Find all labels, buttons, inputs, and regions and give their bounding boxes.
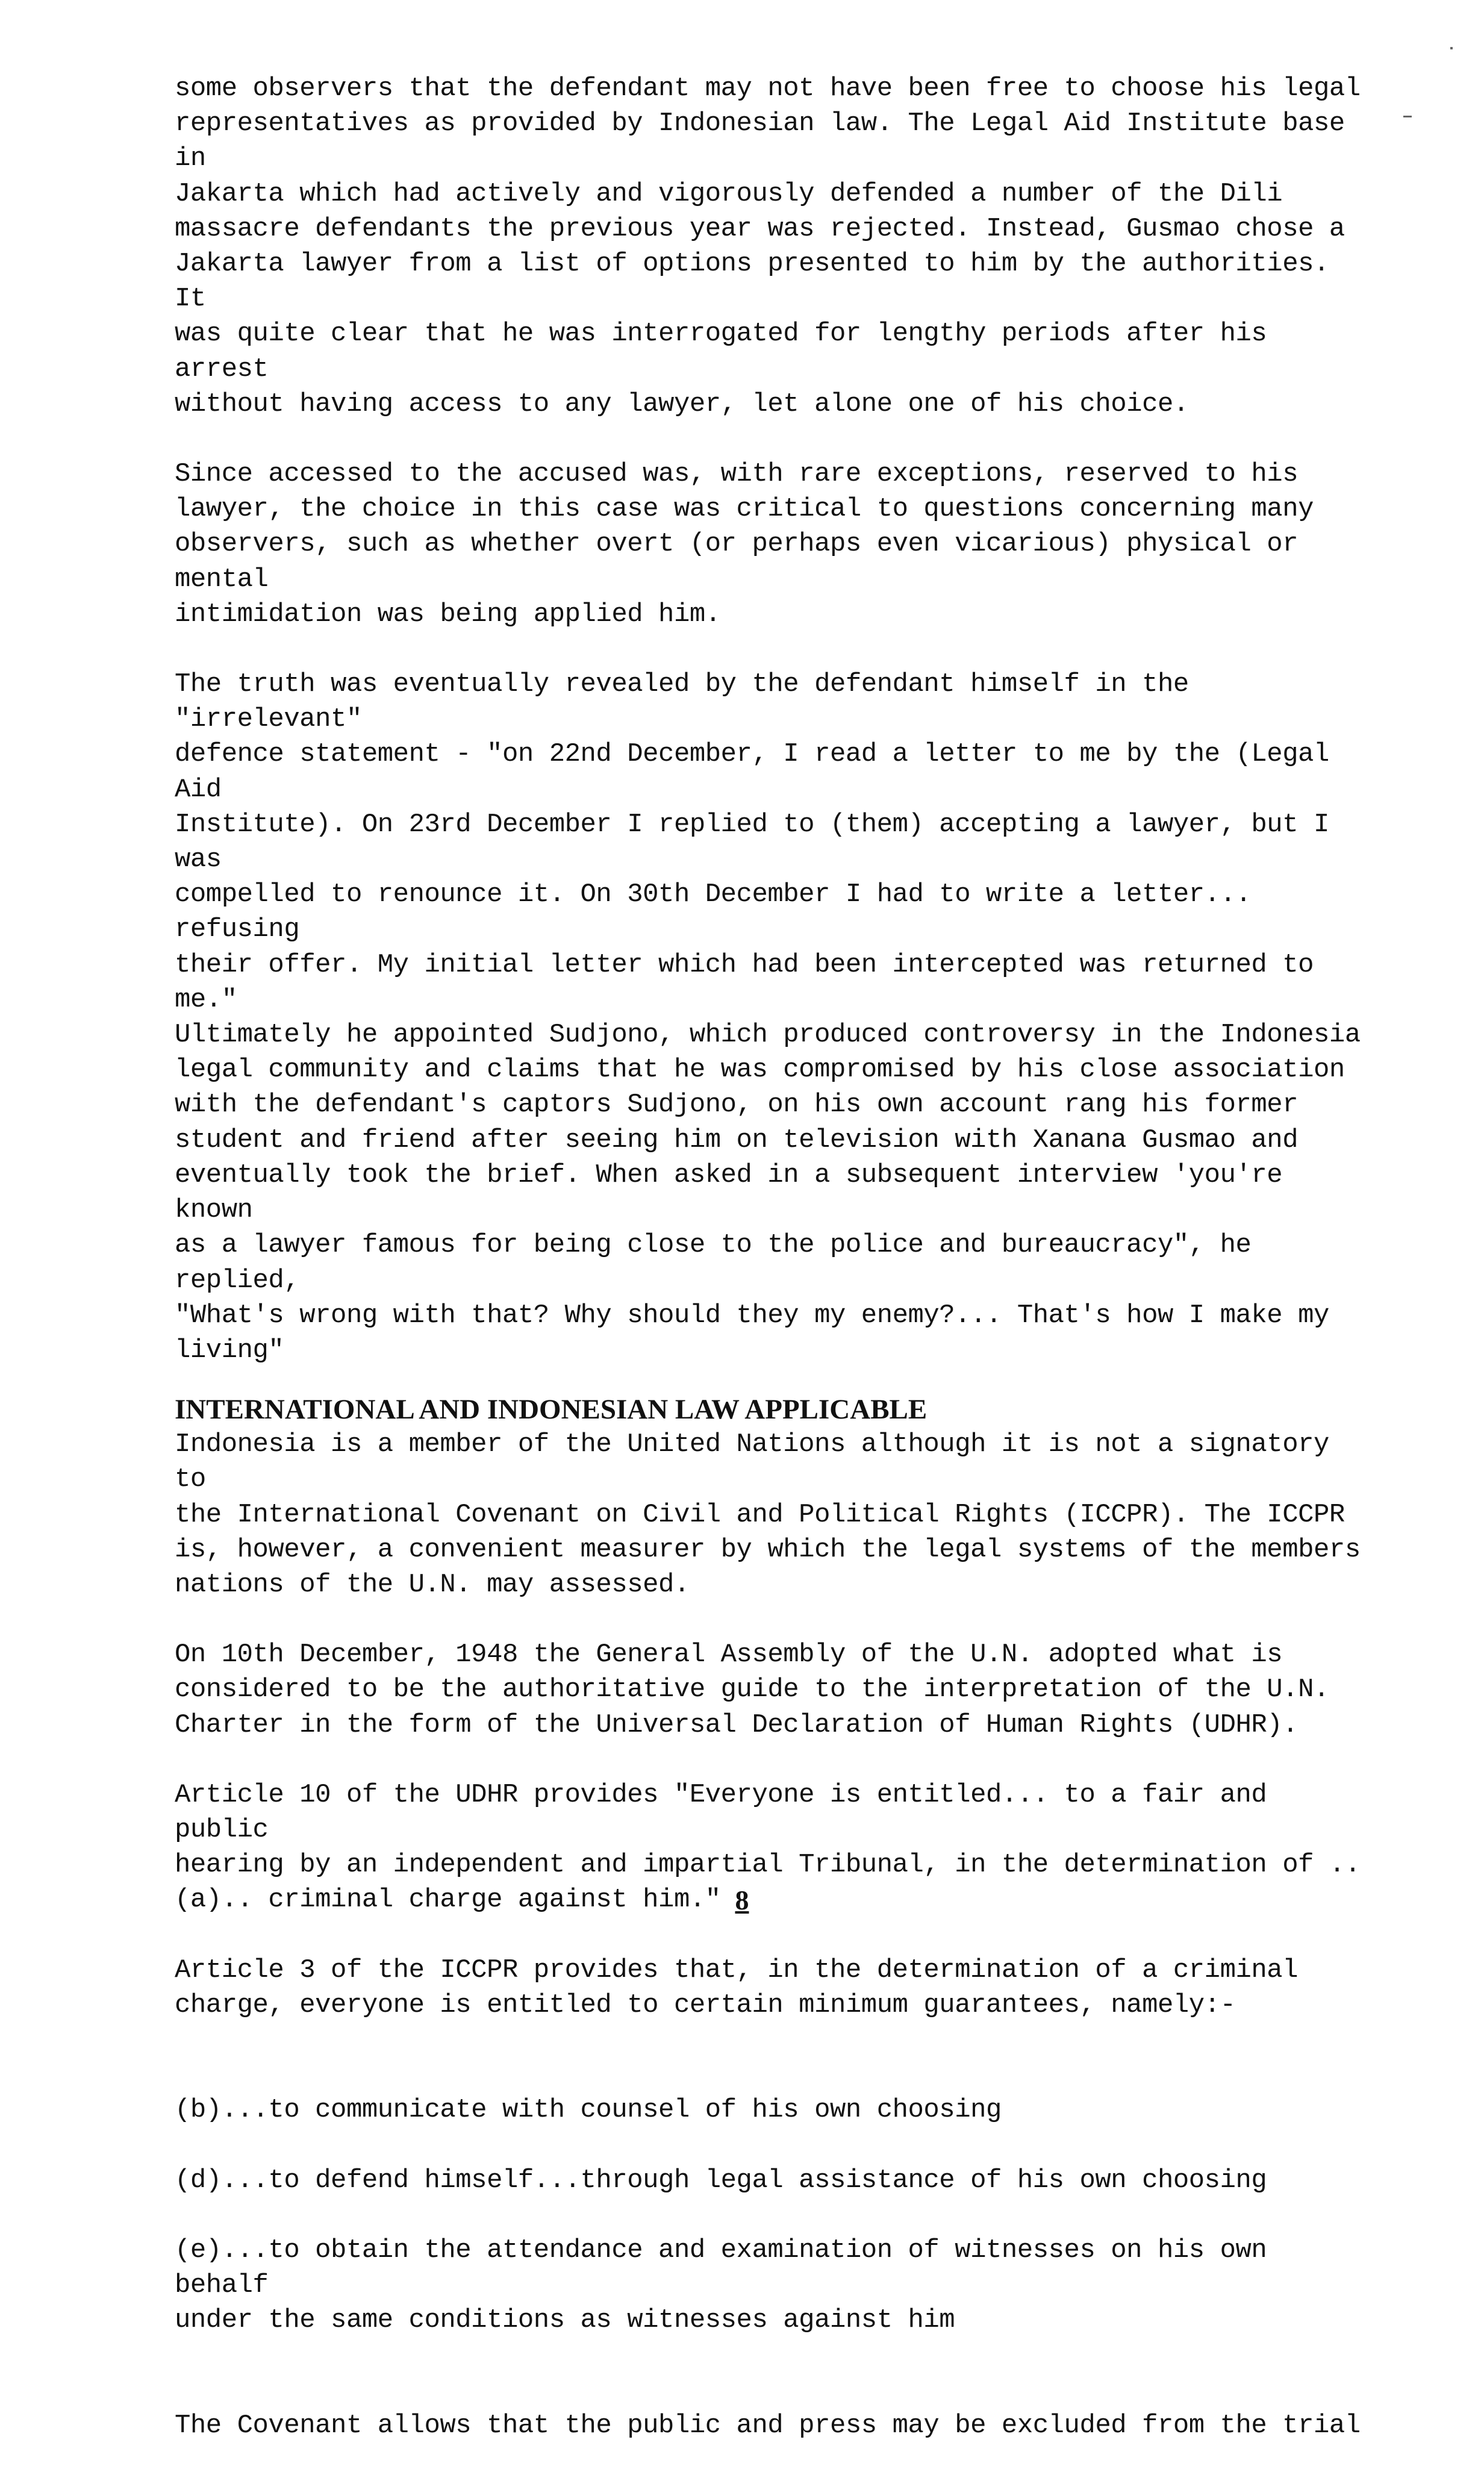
scan-mark	[1450, 47, 1453, 49]
list-item: (b)...to communicate with counsel of his own choosing	[175, 2095, 1002, 2126]
paragraph-3: The truth was eventually revealed by the defendant himself in the "irrelevant" defence statement - "on 22nd December, I read a letter to me by the (Legal Aid Institute). On 23rd December I replied to (them) accepting a lawyer, but I was compelled to renounce it. On 30th December I had to write a letter... refusing their offer. My initial letter which had been intercepted was returned to me." Ultimately he appointed Sudjono, which produced controversy in the Indonesia legal community and claims that he was compromised by his close association with the defendant's captors Sudjono, on his own account rang his former student and friend after seeing him on television with Xanana Gusmao and eventually took the brief. When asked in a subsequent interview 'you're known as a lawyer famous for being close to the police and bureaucracy", he replied, "What's wrong with that? Why should they my enemy?... That's how I make my living"	[175, 669, 1361, 1365]
page-number: 8	[735, 1885, 749, 1915]
section-paragraph-2: On 10th December, 1948 the General Assembly of the U.N. adopted what is considered to be the authoritative guide to the interpretation of the U.N. Charter in the form of the Universal Declaration of Human Rights (UDHR).	[175, 1640, 1329, 1740]
section-paragraph-3: Article 10 of the UDHR provides "Everyone is entitled... to a fair and public hearing by an independent and impartial Tribunal, in the determination of .. (a).. criminal charge against him."	[175, 1779, 1361, 1915]
paragraph-2: Since accessed to the accused was, with rare exceptions, reserved to his lawyer, the choice in this case was critical to questions concerning many observers, such as whether overt (or perhaps even vicarious) physical or mental intimidation was being applied him.	[175, 459, 1314, 629]
document-page	[175, 71, 1367, 2478]
list-item: (d)...to defend himself...through legal assistance of his own choosing	[175, 2165, 1267, 2196]
paragraph-1: some observers that the defendant may not have been free to choose his legal representatives as provided by Indonesian law. The Legal Aid Institute base in Jakarta which had actively and vigorously defended a number of the Dili massacre defendants the previous year was rejected. Instead, Gusmao chose a Jakarta lawyer from a list of options presented to him by the authorities. It was quite clear that he was interrogated for lengthy periods after his arrest without having access to any lawyer, let alone one of his choice.	[175, 73, 1361, 419]
guarantees-list	[175, 2058, 1367, 2373]
scan-mark	[1403, 116, 1412, 117]
section-paragraph-1: Indonesia is a member of the United Nations although it is not a signatory to the International Covenant on Civil and Political Rights (ICCPR). The ICCPR is, however, a convenient measurer by which the legal systems of the members nations of the U.N. may assessed.	[175, 1429, 1361, 1600]
section-heading: INTERNATIONAL AND INDONESIAN LAW APPLICABLE	[175, 1394, 928, 1426]
section-paragraph-4: Article 3 of the ICCPR provides that, in the determination of a criminal charge, everyone is entitled to certain minimum guarantees, namely:-	[175, 1955, 1298, 2020]
list-item: (e)...to obtain the attendance and examination of witnesses on his own behalf under the same conditions as witnesses against him	[175, 2235, 1267, 2336]
final-paragraph: The Covenant allows that the public and press may be excluded from the trial	[175, 2410, 1361, 2441]
